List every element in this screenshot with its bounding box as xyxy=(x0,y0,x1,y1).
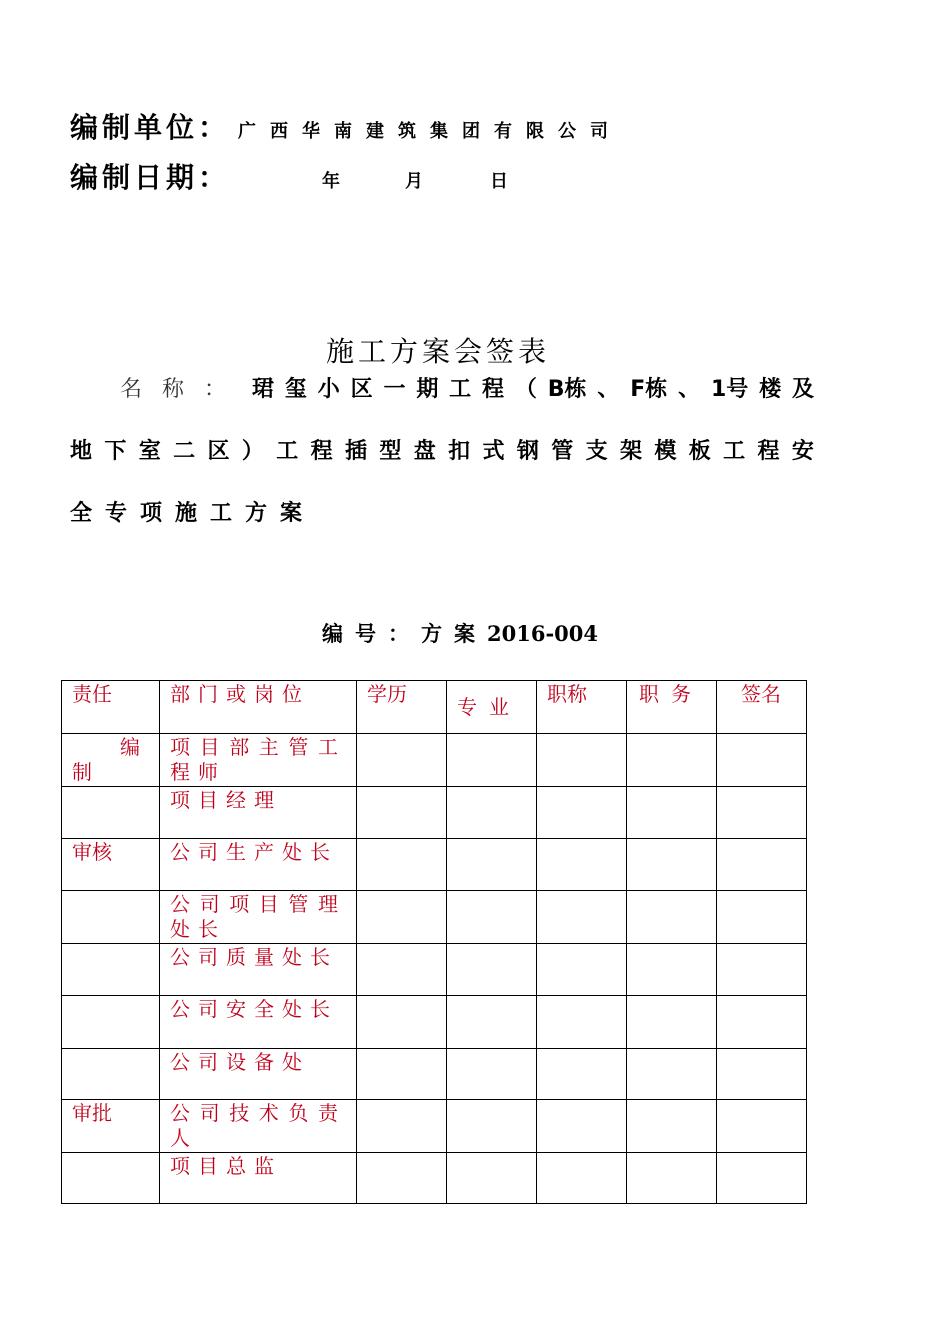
blank-cell[interactable] xyxy=(447,891,537,944)
name-char: 插 xyxy=(345,439,368,464)
blank-cell[interactable] xyxy=(447,1100,537,1153)
blank-cell[interactable] xyxy=(537,787,627,839)
table-row xyxy=(62,1100,807,1153)
name-char: 工 xyxy=(449,377,472,402)
position-cell: 项目总监 xyxy=(160,1153,357,1204)
position-cell: 公司设备处 xyxy=(160,1049,357,1100)
blank-cell[interactable] xyxy=(357,839,447,891)
role-cell xyxy=(62,787,160,839)
name-char: 期 xyxy=(416,377,439,402)
date-label: 编制日期： xyxy=(70,161,231,194)
blank-cell[interactable] xyxy=(537,1153,627,1204)
table-row xyxy=(62,891,807,944)
date-year: 年 xyxy=(322,171,340,192)
position-cell: 项目部主管工程师 xyxy=(160,734,357,787)
blank-cell[interactable] xyxy=(537,891,627,944)
name-char: （ xyxy=(514,377,537,402)
table-row xyxy=(62,944,807,996)
project-name-line-2 xyxy=(70,434,814,465)
position-cell: 公司技术负责人 xyxy=(160,1100,357,1153)
name-char: 支 xyxy=(585,439,608,464)
unit-label: 编制单位： xyxy=(70,111,231,144)
blank-cell[interactable] xyxy=(717,787,807,839)
unit-value: 广西华南建筑集团有限公司 xyxy=(238,121,622,142)
blank-cell[interactable] xyxy=(717,734,807,787)
blank-cell[interactable] xyxy=(627,787,717,839)
project-name-line-3: 全专项施工方案 xyxy=(70,501,316,526)
blank-cell[interactable] xyxy=(537,1049,627,1100)
name-char: 板 xyxy=(688,439,711,464)
name-char: 二 xyxy=(173,439,196,464)
position-cell: 公司质量处长 xyxy=(160,944,357,996)
blank-cell[interactable] xyxy=(537,996,627,1049)
position-cell: 项目经理 xyxy=(160,787,357,839)
document-number xyxy=(322,618,598,648)
name-char: 室 xyxy=(138,439,161,464)
header-department: 部门或岗位 xyxy=(160,681,357,734)
role-cell: 审批 xyxy=(62,1100,160,1153)
blank-cell[interactable] xyxy=(717,1153,807,1204)
project-name-line-1 xyxy=(120,372,814,403)
blank-cell[interactable] xyxy=(627,1153,717,1204)
position-cell: 公司生产处长 xyxy=(160,839,357,891)
blank-cell[interactable] xyxy=(357,996,447,1049)
position-cell: 公司安全处长 xyxy=(160,996,357,1049)
name-char: 玺 xyxy=(284,377,307,402)
name-char: 程 xyxy=(310,439,333,464)
name-char: 盘 xyxy=(413,439,436,464)
table-row xyxy=(62,787,807,839)
header-major: 专业 xyxy=(447,681,537,734)
blank-cell[interactable] xyxy=(717,839,807,891)
name-char: 1号 xyxy=(710,377,749,402)
page-title: 施工方案会签表 xyxy=(325,335,550,368)
name-char: 安 xyxy=(791,439,814,464)
blank-cell[interactable] xyxy=(357,891,447,944)
name-char: 工 xyxy=(276,439,299,464)
name-char: 珺 xyxy=(252,377,275,402)
blank-cell[interactable] xyxy=(717,1049,807,1100)
name-char: ） xyxy=(241,439,264,464)
role-cell xyxy=(62,1153,160,1204)
blank-cell[interactable] xyxy=(447,839,537,891)
number-label: 编号： xyxy=(322,621,421,646)
sign-off-table xyxy=(61,680,807,1204)
name-char: 扣 xyxy=(448,439,471,464)
name-char: 小 xyxy=(317,377,340,402)
date-day: 日 xyxy=(490,171,508,192)
role-cell: 审核 xyxy=(62,839,160,891)
header-signature: 签名 xyxy=(717,681,807,734)
blank-cell[interactable] xyxy=(627,944,717,996)
name-char: 程 xyxy=(482,377,505,402)
blank-cell[interactable] xyxy=(717,944,807,996)
name-char: 一 xyxy=(383,377,406,402)
table-header-row xyxy=(62,681,807,734)
name-char: 工 xyxy=(723,439,746,464)
blank-cell[interactable] xyxy=(447,787,537,839)
name-char: 型 xyxy=(379,439,402,464)
table-row xyxy=(62,996,807,1049)
name-char: 下 xyxy=(104,439,127,464)
blank-cell[interactable] xyxy=(717,1100,807,1153)
name-char: 区 xyxy=(207,439,230,464)
name-char: 钢 xyxy=(516,439,539,464)
blank-cell[interactable] xyxy=(627,734,717,787)
name-char: 地 xyxy=(70,439,93,464)
blank-cell[interactable] xyxy=(357,734,447,787)
role-cell xyxy=(62,1049,160,1100)
blank-cell[interactable] xyxy=(627,1100,717,1153)
header-title: 职称 xyxy=(537,681,627,734)
blank-cell[interactable] xyxy=(627,1049,717,1100)
name-char: 式 xyxy=(482,439,505,464)
blank-cell[interactable] xyxy=(627,839,717,891)
name-char: 、 xyxy=(597,377,620,402)
blank-cell[interactable] xyxy=(447,1153,537,1204)
blank-cell[interactable] xyxy=(717,891,807,944)
header-responsibility: 责任 xyxy=(62,681,160,734)
number-code: 2016-004 xyxy=(487,621,598,646)
blank-cell[interactable] xyxy=(627,891,717,944)
blank-cell[interactable] xyxy=(537,839,627,891)
blank-cell[interactable] xyxy=(447,1049,537,1100)
blank-cell[interactable] xyxy=(447,996,537,1049)
name-char: 模 xyxy=(654,439,677,464)
blank-cell[interactable] xyxy=(627,996,717,1049)
role-cell: 编制 xyxy=(62,734,160,787)
blank-cell[interactable] xyxy=(357,944,447,996)
role-cell xyxy=(62,996,160,1049)
blank-cell[interactable] xyxy=(357,1153,447,1204)
table-row xyxy=(62,1049,807,1100)
name-line1-chars xyxy=(252,372,814,403)
position-cell: 公司项目管理处长 xyxy=(160,891,357,944)
blank-cell[interactable] xyxy=(447,734,537,787)
blank-cell[interactable] xyxy=(537,944,627,996)
name-char: 程 xyxy=(757,439,780,464)
blank-cell[interactable] xyxy=(717,996,807,1049)
header-position: 职务 xyxy=(627,681,717,734)
name-char: 架 xyxy=(620,439,643,464)
table-row xyxy=(62,1153,807,1204)
date-month: 月 xyxy=(405,171,423,192)
blank-cell[interactable] xyxy=(537,1100,627,1153)
table-row xyxy=(62,734,807,787)
name-char: 及 xyxy=(791,377,814,402)
role-cell xyxy=(62,891,160,944)
name-char: 楼 xyxy=(759,377,782,402)
name-lead: 名称： xyxy=(120,377,247,402)
blank-cell[interactable] xyxy=(537,734,627,787)
blank-cell[interactable] xyxy=(357,787,447,839)
name-char: 、 xyxy=(678,377,701,402)
name-char: 管 xyxy=(551,439,574,464)
name-char: 区 xyxy=(350,377,373,402)
number-prefix: 方案 xyxy=(421,622,487,646)
name-char: B栋 xyxy=(547,377,587,402)
blank-cell[interactable] xyxy=(357,1049,447,1100)
name-char: F栋 xyxy=(630,377,668,402)
blank-cell[interactable] xyxy=(447,944,537,996)
table-row xyxy=(62,839,807,891)
role-cell xyxy=(62,944,160,996)
header-education: 学历 xyxy=(357,681,447,734)
blank-cell[interactable] xyxy=(357,1100,447,1153)
